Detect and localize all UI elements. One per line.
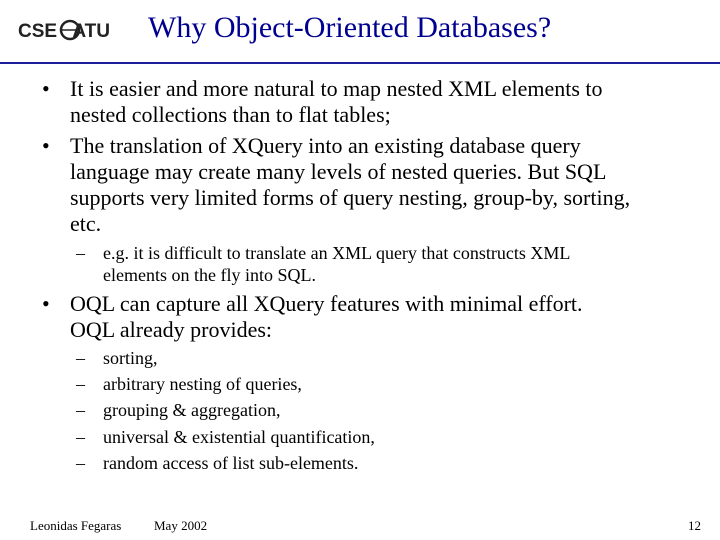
footer-date: May 2002 xyxy=(154,518,208,533)
footer-page-number: 12 xyxy=(688,518,701,533)
cse-uta-logo xyxy=(16,16,112,44)
footer-author: Leonidas Fegaras xyxy=(30,518,122,533)
feature-item-nesting: arbitrary nesting of queries, xyxy=(103,374,302,394)
sub-bullet-1-line-2: elements on the fly into SQL. xyxy=(103,265,316,285)
bullet-marker: • xyxy=(42,291,50,316)
feature-item-random-access: random access of list sub-elements. xyxy=(103,453,359,473)
sub-bullet-marker: – xyxy=(76,453,85,473)
sub-bullet-1-line-1: e.g. it is difficult to translate an XML query that constructs XML xyxy=(103,243,571,263)
sub-bullet-marker: – xyxy=(76,348,85,368)
bullet-2-line-3: supports very limited forms of query nesting, group-by, sorting, xyxy=(70,185,631,210)
bullet-3-line-1: OQL can capture all XQuery features with minimal effort. xyxy=(70,291,583,316)
slide-title: Why Object-Oriented Databases? xyxy=(148,11,552,44)
svg-text:CSE: CSE xyxy=(18,21,58,42)
bullet-1-line-1: It is easier and more natural to map nested XML elements to xyxy=(70,76,603,101)
feature-item-quantification: universal & existential quantification, xyxy=(103,427,375,447)
title-divider xyxy=(0,62,720,64)
feature-item-sorting: sorting, xyxy=(103,348,158,368)
sub-bullet-marker: – xyxy=(76,243,85,263)
bullet-2-line-4: etc. xyxy=(70,211,102,236)
bullet-marker: • xyxy=(42,133,50,158)
bullet-2-line-2: language may create many levels of nested queries. But SQL xyxy=(70,159,607,184)
sub-bullet-marker: – xyxy=(76,400,85,420)
sub-bullet-marker: – xyxy=(76,374,85,394)
sub-bullet-marker: – xyxy=(76,427,85,447)
bullet-2-line-1: The translation of XQuery into an existing database query xyxy=(70,133,581,158)
bullet-1-line-2: nested collections than to flat tables; xyxy=(70,102,391,127)
bullet-marker: • xyxy=(42,76,50,101)
svg-text:UTA: UTA xyxy=(72,21,110,42)
bullet-3-line-2: OQL already provides: xyxy=(70,317,273,342)
feature-item-grouping: grouping & aggregation, xyxy=(103,400,281,420)
